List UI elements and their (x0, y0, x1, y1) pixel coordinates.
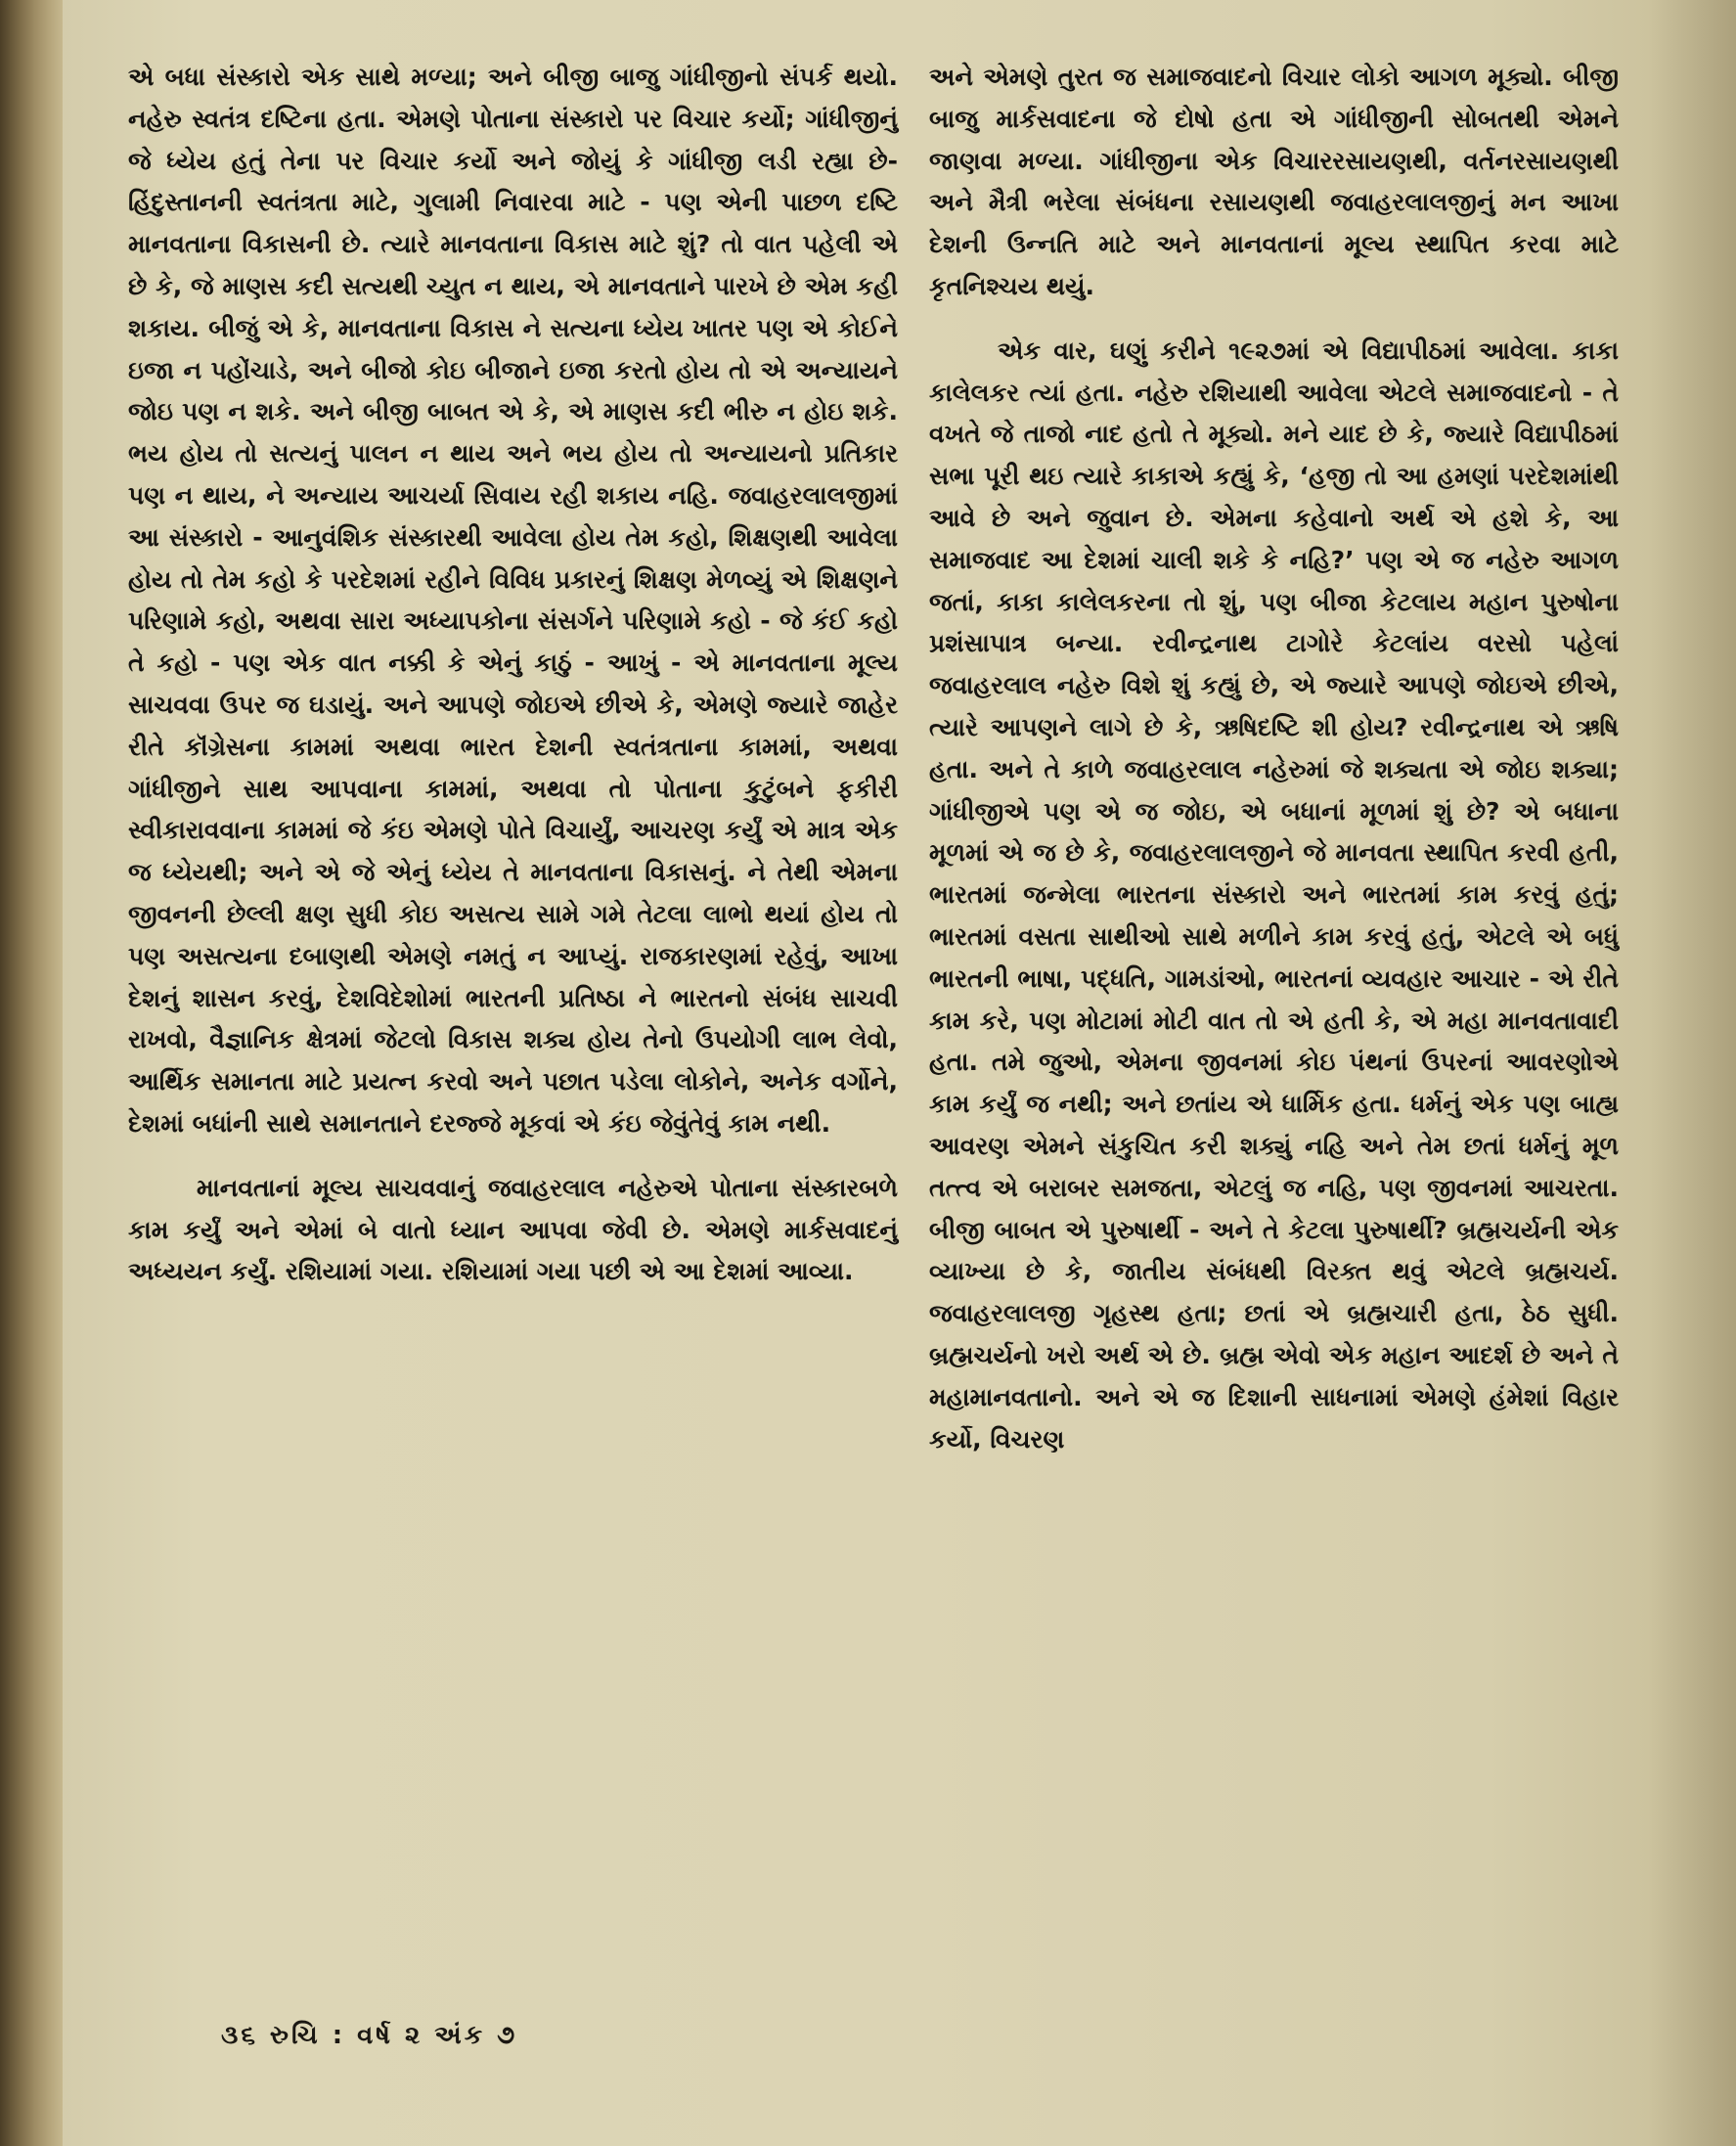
right-text-column (929, 57, 1619, 1460)
page-footer-folio: ૩૬ રુચિ : વર્ષ ૨ અંક ૭ (221, 2021, 518, 2050)
left-paragraph-2: માનવતાનાં મૂલ્ય સાચવવાનું જવાહરલાલ નહેરુએ પોતાના સંસ્કારબળે કામ કર્યું અને એમાં બે વાતો ધ્યાન આપવા જેવી છે. એમણે માર્કસવાદનું અધ્યયન કર્યું. રશિયામાં ગયા. રશિયામાં ગયા પછી એ આ દેશમાં આવ્યા. (128, 1173, 898, 1286)
right-paragraph-2: એક વાર, ઘણું કરીને ૧૯૨૭માં એ વિદ્યાપીઠમાં આવેલા. કાકા કાલેલકર ત્યાં હતા. નહેરુ રશિયાથી આવેલા એટલે સમાજવાદનો - તે વખતે જે તાજો નાદ હતો તે મૂક્યો. મને યાદ છે કે, જ્યારે વિદ્યાપીઠમાં સભા પૂરી થઇ ત્યારે કાકાએ કહ્યું કે, ‘હજી તો આ હમણાં પરદેશમાંથી આવે છે અને જુવાન છે. એમના કહેવાનો અર્થ એ હશે કે, આ સમાજવાદ આ દેશમાં ચાલી શકે કે નહિ?’ પણ એ જ નહેરુ આગળ જતાં, કાકા કાલેલકરના તો શું, પણ બીજા કેટલાય મહાન પુરુષોના પ્રશંસાપાત્ર બન્યા. રવીન્દ્રનાથ ટાગોરે કેટલાંય વરસો પહેલાં જવાહરલાલ નહેરુ વિશે શું કહ્યું છે, એ જ્યારે આપણે જોઇએ છીએ, ત્યારે આપણને લાગે છે કે, ઋષિદષ્ટિ શી હોય? રવીન્દ્રનાથ એ ઋષિ હતા. અને તે કાળે જવાહરલાલ નહેરુમાં જે શક્યતા એ જોઇ શક્યા; ગાંધીજીએ પણ એ જ જોઇ, એ બધાનાં મૂળમાં શું છે? એ બધાના મૂળમાં એ જ છે કે, જવાહરલાલજીને જે માનવતા સ્થાપિત કરવી હતી, ભારતમાં જન્મેલા ભારતના સંસ્કારો અને ભારતમાં કામ કરવું હતું; ભારતમાં વસતા સાથીઓ સાથે મળીને કામ કરવું હતું, એટલે એ બધું ભારતની ભાષા, પદ્ધતિ, ગામડાંઓ, ભારતનાં વ્યવહાર આચાર - એ રીતે કામ કરે, પણ મોટામાં મોટી વાત તો એ હતી કે, એ મહા માનવતાવાદી હતા. તમે જુઓ, એમના જીવનમાં કોઇ પંથનાં ઉપરનાં આવરણોએ કામ કર્યું જ નથી; અને છતાંય એ ધાર્મિક હતા. ધર્મનું એક પણ બાહ્ય આવરણ એમને સંકુચિત કરી શક્યું નહિ અને તેમ છતાં ધર્મનું મૂળ તત્ત્વ એ બરાબર સમજતા, એટલું જ નહિ, પણ જીવનમાં આચરતા. બીજી બાબત એ પુરુષાર્થી - અને તે કેટલા પુરુષાર્થી? બ્રહ્મચર્યની એક વ્યાખ્યા છે કે, જાતીય સંબંધથી વિરક્ત થવું એટલે બ્રહ્મચર્ય. જવાહરલાલજી ગૃહસ્થ હતા; છતાં એ બ્રહ્મચારી હતા, ઠેઠ સુધી. બ્રહ્મચર્યનો ખરો અર્થ એ છે. બ્રહ્મ એવો એક મહાન આદર્શ છે અને તે મહામાનવતાનો. અને એ જ દિશાની સાધનામાં એમણે હંમેશાં વિહાર કર્યો, વિચરણ (929, 335, 1619, 1453)
left-paragraph-1: એ બધા સંસ્કારો એક સાથે મળ્યા; અને બીજી બાજુ ગાંધીજીનો સંપર્ક થયો. નહેરુ સ્વતંત્ર દષ્ટિના હતા. એમણે પોતાના સંસ્કારો પર વિચાર કર્યો; ગાંધીજીનું જે ધ્યેય હતું તેના પર વિચાર કર્યો અને જોયું કે ગાંધીજી લડી રહ્યા છે- હિંદુસ્તાનની સ્વતંત્રતા માટે, ગુલામી નિવારવા માટે - પણ એની પાછળ દષ્ટિ માનવતાના વિકાસની છે. ત્યારે માનવતાના વિકાસ માટે શું? તો વાત પહેલી એ છે કે, જે માણસ કદી સત્યથી ચ્યુત ન થાય, એ માનવતાને પારખે છે એમ કહી શકાય. બીજું એ કે, માનવતાના વિકાસ ને સત્યના ધ્યેય ખાતર પણ એ કોઈને ઇજા ન પહોંચાડે, અને બીજો કોઇ બીજાને ઇજા કરતો હોય તો એ અન્યાયને જોઇ પણ ન શકે. અને બીજી બાબત એ કે, એ માણસ કદી ભીરુ ન હોઇ શકે. ભય હોય તો સત્યનું પાલન ન થાય અને ભય હોય તો અન્યાયનો પ્રતિકાર પણ ન થાય, ને અન્યાય આચર્યા સિવાય રહી શકાય નહિ. જવાહરલાલજીમાં આ સંસ્કારો - આનુવંશિક સંસ્કારથી આવેલા હોય તેમ કહો, શિક્ષણથી આવેલા હોય તો તેમ કહો કે પરદેશમાં રહીને વિવિધ પ્રકારનું શિક્ષણ મેળવ્યું એ શિક્ષણને પરિણામે કહો, અથવા સારા અધ્યાપકોના સંસર્ગને પરિણામે કહો - જે કંઈ કહો તે કહો - પણ એક વાત નક્કી કે એનું કાઠું - આખું - એ માનવતાના મૂલ્ય સાચવવા ઉપર જ ઘડાયું. અને આપણે જોઇએ છીએ કે, એમણે જ્યારે જાહેર રીતે કૉંગ્રેસના કામમાં અથવા ભારત દેશની સ્વતંત્રતાના કામમાં, અથવા ગાંધીજીને સાથ આપવાના કામમાં, અથવા તો પોતાના કુટુંબને ફકીરી સ્વીકારાવવાના કામમાં જે કંઇ એમણે પોતે વિચાર્યું, આચરણ કર્યું એ માત્ર એક જ ધ્યેયથી; અને એ જે એનું ધ્યેય તે માનવતાના વિકાસનું. ને તેથી એમના જીવનની છેલ્લી ક્ષણ સુધી કોઇ અસત્ય સામે ગમે તેટલા લાભો થયાં હોય તો પણ અસત્યના દબાણથી એમણે નમતું ન આપ્યું. રાજકારણમાં રહેવું, આખા દેશનું શાસન કરવું, દેશવિદેશોમાં ભારતની પ્રતિષ્ઠા ને ભારતનો સંબંધ સાચવી રાખવો, વૈજ્ઞાનિક ક્ષેત્રમાં જેટલો વિકાસ શક્ય હોય તેનો ઉપયોગી લાભ લેવો, આર્થિક સમાનતા માટે પ્રયત્ન કરવો અને પછાત પડેલા લોકોને, અનેક વર્ગોને, દેશમાં બધાંની સાથે સમાનતાને દરજ્જે મૂકવાં એ કંઇ જેવુંતેવું કામ નથી. (128, 63, 898, 1138)
book-binding-edge (0, 0, 63, 2146)
right-paragraph-1: અને એમણે તુરત જ સમાજવાદનો વિચાર લોકો આગળ મૂક્યો. બીજી બાજુ માર્કસવાદના જે દોષો હતા એ ગાંધીજીની સોબતથી એમને જાણવા મળ્યા. ગાંધીજીના એક વિચારરસાયણથી, વર્તનરસાયણથી અને મૈત્રી ભરેલા સંબંધના રસાયણથી જવાહરલાલજીનું મન આખા દેશની ઉન્નતિ માટે અને માનવતાનાં મૂલ્ય સ્થાપિત કરવા માટે કૃતનિશ્ચય થયું. (929, 63, 1619, 300)
left-text-column (128, 57, 898, 1293)
